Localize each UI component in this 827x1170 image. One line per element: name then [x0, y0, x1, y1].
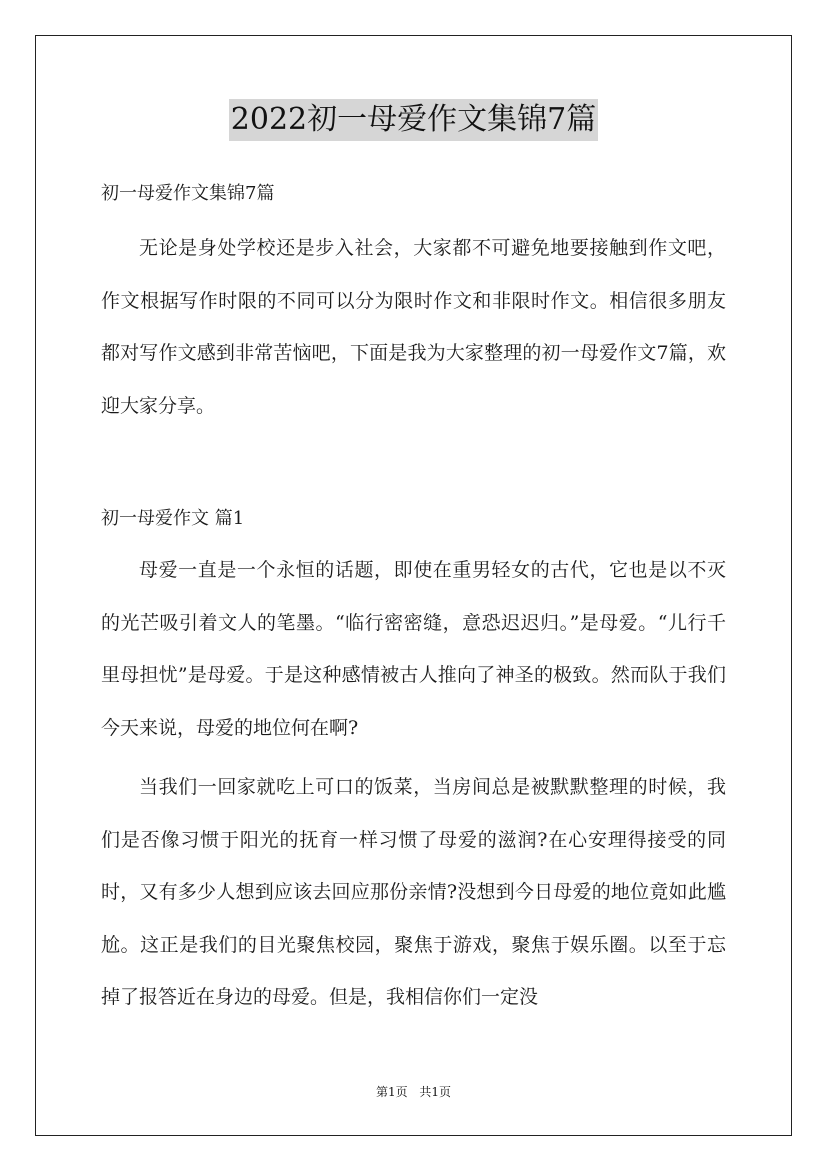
page-total: 共1页	[419, 1085, 452, 1099]
document-title: 2022初一母爱作文集锦7篇	[229, 99, 598, 141]
body-paragraph-2: 当我们一回家就吃上可口的饭菜，当房间总是被默默整理的时候，我们是否像习惯于阳光的抚育一样习惯了母爱的滋润?在心安理得接受的同时，又有多少人想到应该去回应那份亲情?没想到今日母爱的地位竟如此尴尬。这正是我们的目光聚焦校园，聚焦于游戏，聚焦于娱乐圈。以至于忘掉了报答近在身边的母爱。但是，我相信你们一定没	[101, 776, 726, 1008]
page-number: 第1页	[375, 1085, 408, 1099]
title-container	[0, 99, 827, 141]
body-paragraph-1: 母爱一直是一个永恒的话题，即使在重男轻女的古代，它也是以不灭的光芒吸引着文人的笔墨。“临行密密缝，意恐迟迟归。”是母爱。“儿行千里母担忧”是母爱。于是这种感情被古人推向了神圣的极致。然而队于我们今天来说，母爱的地位何在啊?	[101, 559, 726, 739]
intro-paragraph: 无论是身处学校还是步入社会，大家都不可避免地要接触到作文吧，作文根据写作时限的不同可以分为限时作文和非限时作文。相信很多朋友都对写作文感到非常苦恼吧，下面是我为大家整理的初一母爱作文7篇，欢迎大家分享。	[101, 237, 726, 417]
section-heading: 初一母爱作文 篇1	[101, 508, 245, 529]
document-subtitle: 初一母爱作文集锦7篇	[101, 183, 275, 204]
page-footer	[0, 1083, 827, 1100]
